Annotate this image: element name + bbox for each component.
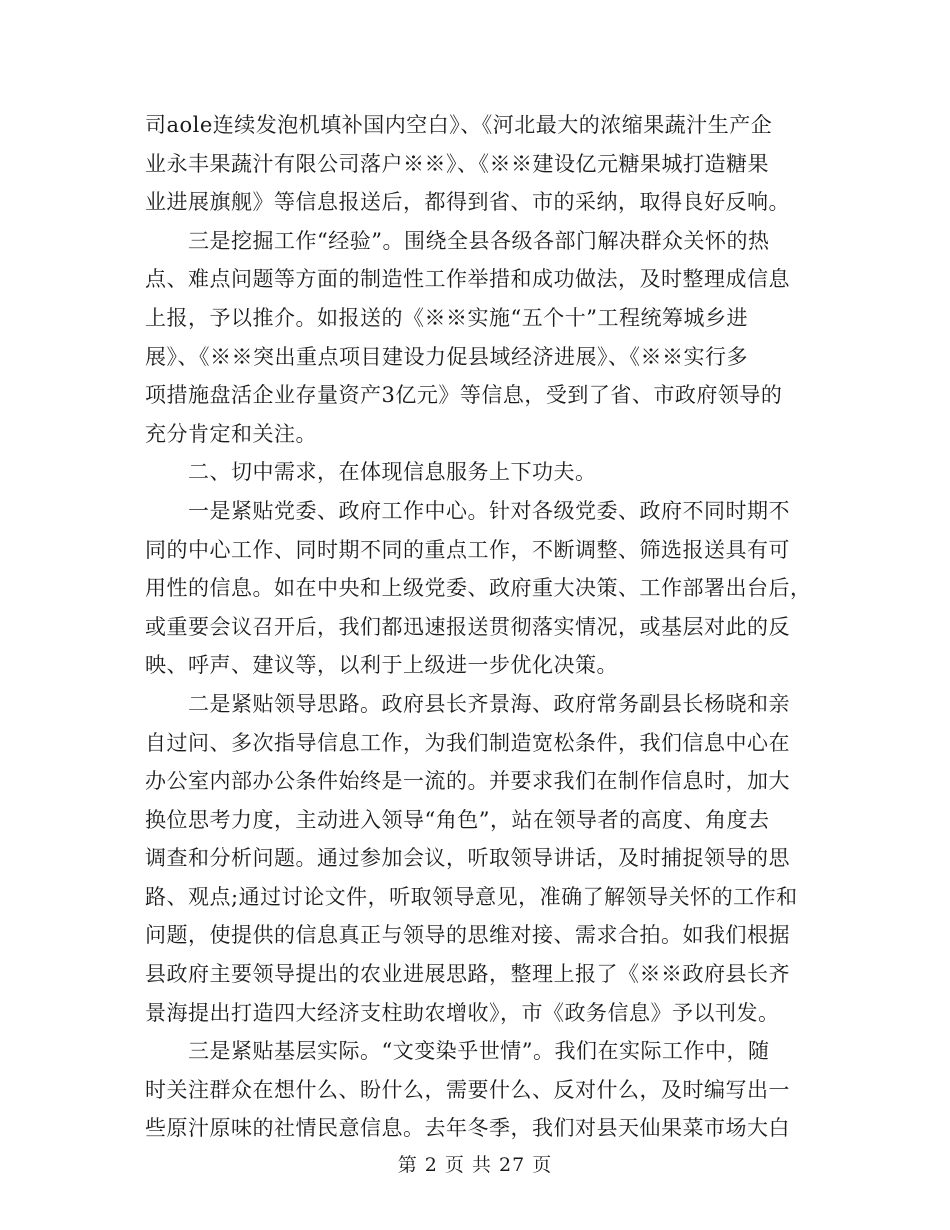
text-line: 换位思考力度，主动进入领导“角色”，站在领导者的高度、角度去 (145, 807, 770, 832)
section-heading: 二、切中需求，在体现信息服务上下功夫。 (145, 460, 597, 485)
text-line: 路、观点;通过讨论文件，听取领导意见，准确了解领导关怀的工作和 (145, 884, 798, 909)
text-line: 时关注群众在想什么、盼什么，需要什么、反对什么，及时编写出一 (145, 1077, 790, 1102)
text-line: 用性的信息。如在中央和上级党委、政府重大决策、工作部署出台后， (145, 576, 812, 601)
text-line: 点、难点问题等方面的制造性工作举措和成功做法，及时整理成信息 (145, 267, 790, 292)
text-line: 上报，予以推介。如报送的《※※实施“五个十”工程统筹城乡进 (145, 305, 748, 330)
text-line: 一是紧贴党委、政府工作中心。针对各级党委、政府不同时期不 (145, 498, 790, 523)
text-line: 或重要会议召开后，我们都迅速报送贯彻落实情况，或基层对此的反 (145, 614, 790, 639)
text-line: 三是紧贴基层实际。“文变染乎世情”。我们在实际工作中，随 (145, 1039, 770, 1064)
text-line: 景海提出打造四大经济支柱助农增收》，市《政务信息》予以刊发。 (145, 1000, 780, 1025)
text-line: 项措施盘活企业存量资产3亿元》等信息，受到了省、市政府领导的 (145, 383, 783, 408)
text-line: 同的中心工作、同时期不同的重点工作，不断调整、筛选报送具有可 (145, 537, 790, 562)
page-number-footer: 第 2 页 共 27 页 (397, 1154, 553, 1176)
text-line: 业进展旗舰》等信息报送后，都得到省、市的采纳，取得良好反响。 (145, 190, 790, 215)
text-line: 司aole连续发泡机填补国内空白》、《河北最大的浓缩果蔬汁生产企 (145, 113, 773, 137)
text-line: 些原汁原味的社情民意信息。去年冬季，我们对县天仙果菜市场大白 (145, 1116, 790, 1141)
document-body (145, 106, 812, 1148)
text-line: 县政府主要领导提出的农业进展思路，整理上报了《※※政府县长齐 (145, 962, 790, 987)
text-line: 调查和分析问题。通过参加会议，听取领导讲话，及时捕捉领导的思 (145, 846, 790, 871)
text-line: 自过问、多次指导信息工作，为我们制造宽松条件，我们信息中心在 (145, 730, 790, 755)
text-line: 业永丰果蔬汁有限公司落户※※》、《※※建设亿元糖果城打造糖果 (145, 151, 769, 176)
text-line: 映、呼声、建议等，以利于上级进一步优化决策。 (145, 653, 618, 678)
text-line: 展》、《※※突出重点项目建设力促县域经济进展》、《※※实行多 (145, 344, 748, 369)
text-line: 问题，使提供的信息真正与领导的思维对接、需求合拍。如我们根据 (145, 923, 790, 948)
text-line: 二是紧贴领导思路。政府县长齐景海、政府常务副县长杨晓和亲 (145, 691, 790, 716)
text-line: 充分肯定和关注。 (145, 421, 317, 446)
text-line: 三是挖掘工作“经验”。围绕全县各级各部门解决群众关怀的热 (145, 228, 770, 253)
text-line: 办公室内部办公条件始终是一流的。并要求我们在制作信息时，加大 (145, 769, 790, 794)
